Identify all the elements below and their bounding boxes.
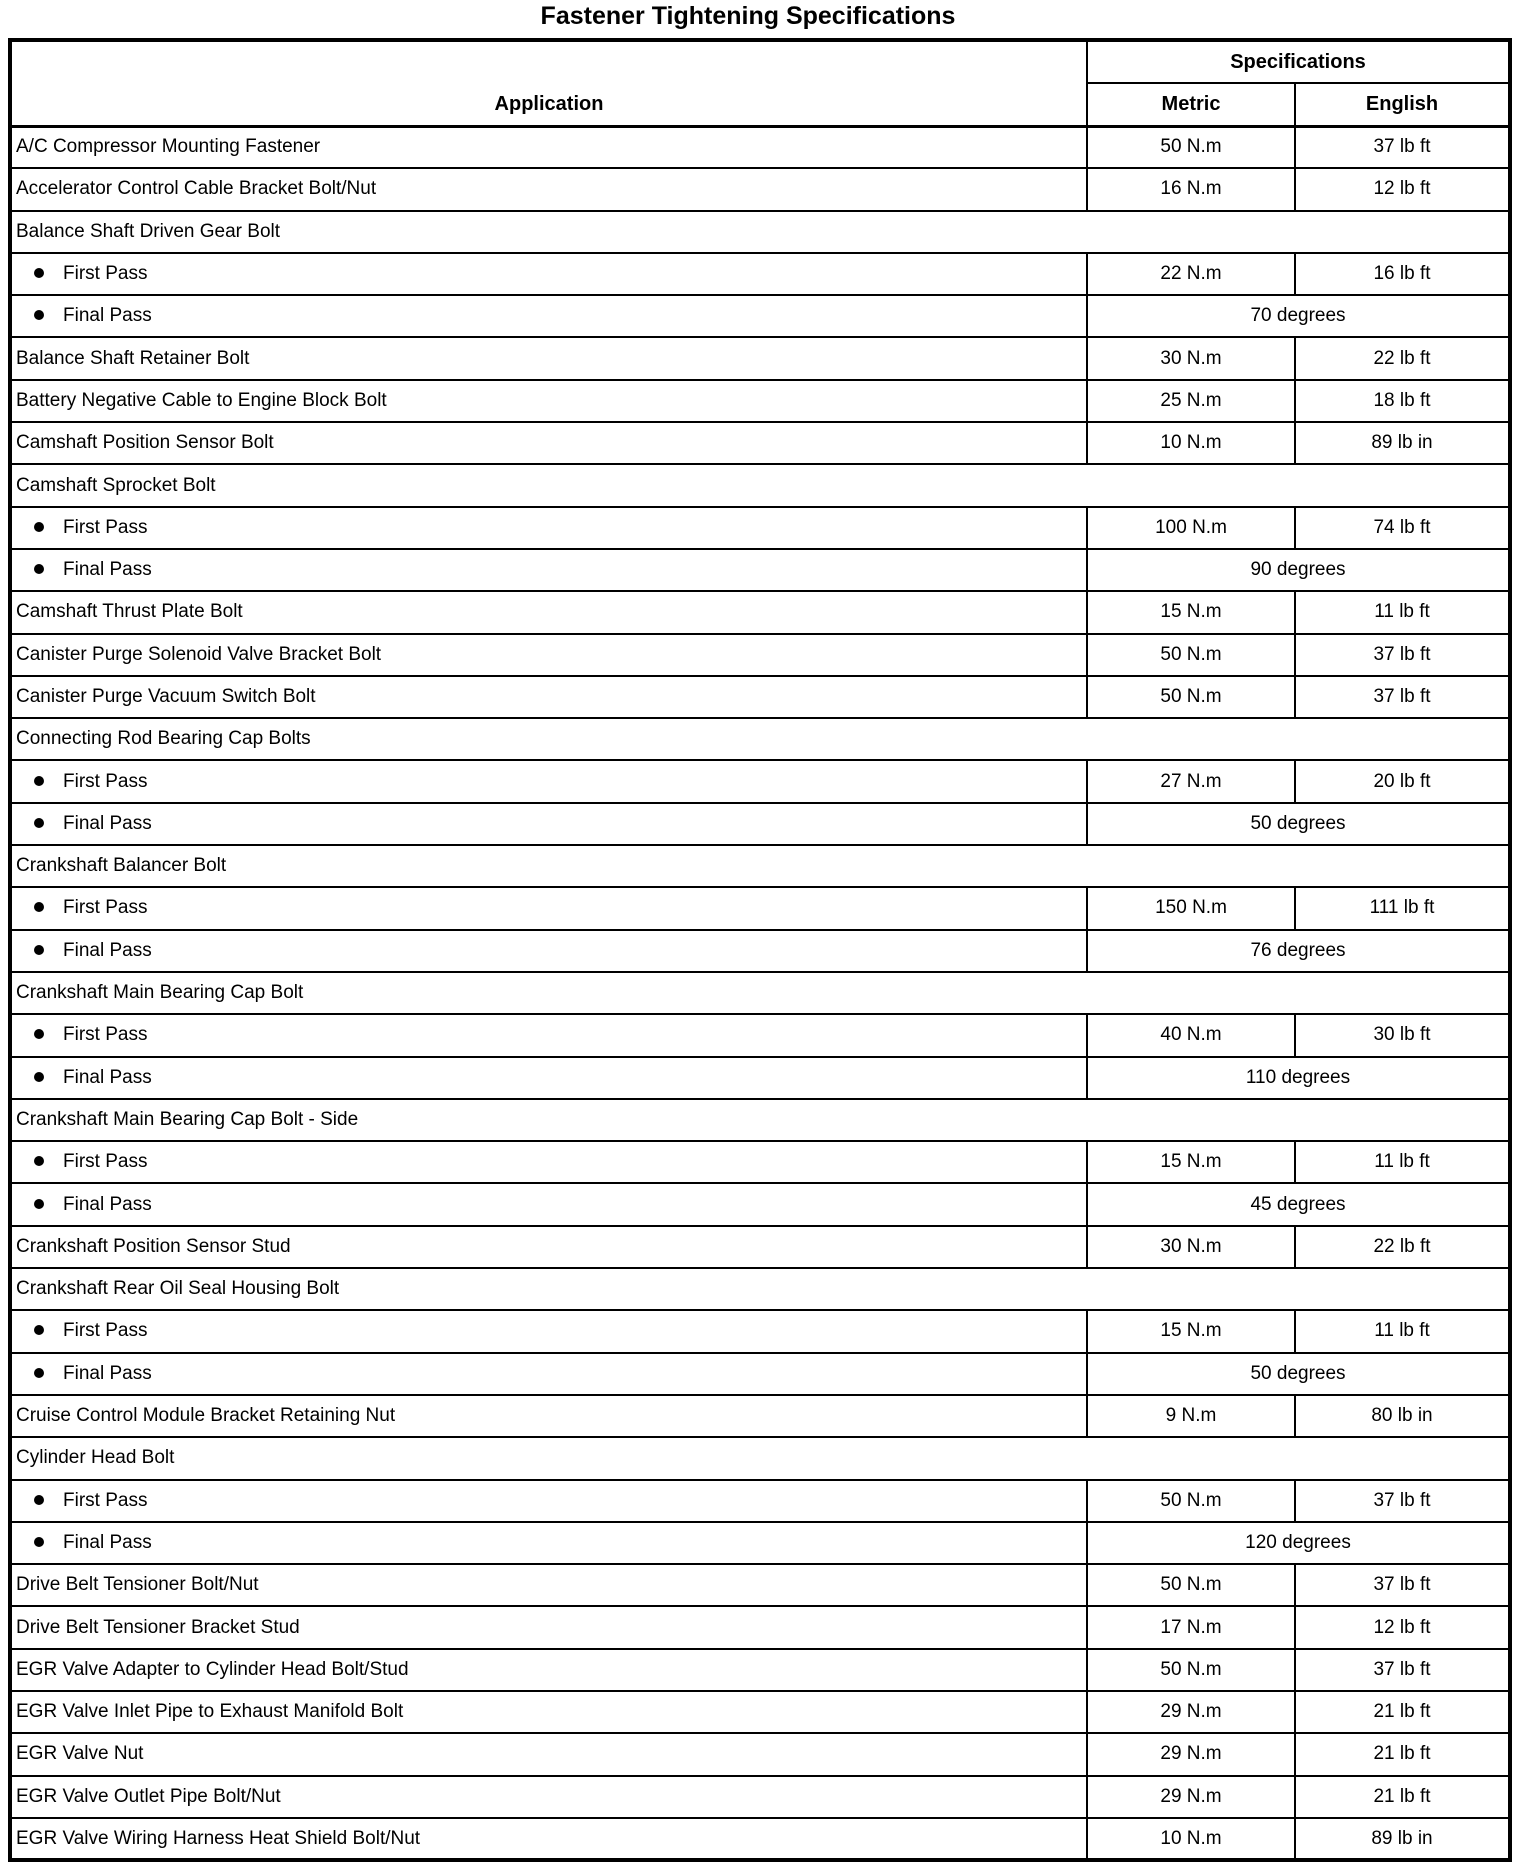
spanned-value-cell: 50 degrees (1087, 803, 1510, 845)
table-row (10, 337, 1510, 379)
english-value-cell: 89 lb in (1295, 1818, 1510, 1860)
bullet-span-row (10, 803, 1510, 845)
bullet-label: First Pass (63, 263, 148, 285)
application-cell (10, 1480, 1087, 1522)
application-cell (10, 1057, 1087, 1099)
section-row (10, 1437, 1510, 1479)
fastener-spec-table (8, 38, 1512, 1862)
english-value-cell: 37 lb ft (1295, 1649, 1510, 1691)
bullet-span-row (10, 1183, 1510, 1225)
bullet-icon (34, 818, 44, 828)
english-value-cell: 37 lb ft (1295, 634, 1510, 676)
bullet-icon (34, 310, 44, 320)
bullet-icon (34, 1325, 44, 1335)
metric-value-cell: 150 N.m (1087, 887, 1295, 929)
bullet-icon (34, 1537, 44, 1547)
application-cell (10, 887, 1087, 929)
english-value-cell: 21 lb ft (1295, 1733, 1510, 1775)
table-row (10, 1564, 1510, 1606)
bullet-icon (34, 945, 44, 955)
english-value-cell: 11 lb ft (1295, 591, 1510, 633)
bullet-label: First Pass (63, 516, 148, 538)
metric-value-cell: 15 N.m (1087, 1310, 1295, 1352)
bullet-span-row (10, 1353, 1510, 1395)
bullet-label: Final Pass (63, 559, 152, 581)
bullet-label: Final Pass (63, 1531, 152, 1553)
application-cell (10, 1353, 1087, 1395)
section-title-cell: Crankshaft Balancer Bolt (10, 845, 1510, 887)
spanned-value-cell: 45 degrees (1087, 1183, 1510, 1225)
application-cell: Drive Belt Tensioner Bolt/Nut (10, 1564, 1087, 1606)
bullet-label: Final Pass (63, 1193, 152, 1215)
section-title-cell: Crankshaft Main Bearing Cap Bolt - Side (10, 1099, 1510, 1141)
application-column-header: Application (10, 40, 1087, 126)
bullet-icon (34, 1156, 44, 1166)
table-row (10, 422, 1510, 464)
bullet-icon (34, 522, 44, 532)
bullet-icon (34, 776, 44, 786)
bullet-row (10, 760, 1510, 802)
table-row (10, 1606, 1510, 1648)
english-value-cell: 22 lb ft (1295, 1226, 1510, 1268)
spec-table-body (10, 126, 1510, 1860)
bullet-span-row (10, 295, 1510, 337)
bullet-label: First Pass (63, 897, 148, 919)
section-row (10, 718, 1510, 760)
metric-value-cell: 9 N.m (1087, 1395, 1295, 1437)
metric-value-cell: 15 N.m (1087, 591, 1295, 633)
application-cell: EGR Valve Outlet Pipe Bolt/Nut (10, 1776, 1087, 1818)
application-cell: Camshaft Thrust Plate Bolt (10, 591, 1087, 633)
application-cell: Canister Purge Vacuum Switch Bolt (10, 676, 1087, 718)
section-title-cell: Camshaft Sprocket Bolt (10, 464, 1510, 506)
english-value-cell: 11 lb ft (1295, 1141, 1510, 1183)
application-cell: Drive Belt Tensioner Bracket Stud (10, 1606, 1087, 1648)
table-row (10, 676, 1510, 718)
application-cell: Camshaft Position Sensor Bolt (10, 422, 1087, 464)
english-value-cell: 12 lb ft (1295, 1606, 1510, 1648)
page-title: Fastener Tightening Specifications (540, 2, 956, 30)
application-cell (10, 930, 1087, 972)
bullet-label: First Pass (63, 770, 148, 792)
bullet-row (10, 1141, 1510, 1183)
section-row (10, 1099, 1510, 1141)
metric-value-cell: 30 N.m (1087, 337, 1295, 379)
section-row (10, 464, 1510, 506)
bullet-icon (34, 902, 44, 912)
bullet-span-row (10, 549, 1510, 591)
bullet-icon (34, 1495, 44, 1505)
bullet-label: Final Pass (63, 1362, 152, 1384)
metric-value-cell: 50 N.m (1087, 1480, 1295, 1522)
table-row (10, 591, 1510, 633)
english-value-cell: 18 lb ft (1295, 380, 1510, 422)
section-title-cell: Crankshaft Rear Oil Seal Housing Bolt (10, 1268, 1510, 1310)
bullet-span-row (10, 1522, 1510, 1564)
metric-value-cell: 50 N.m (1087, 676, 1295, 718)
bullet-icon (34, 1072, 44, 1082)
section-row (10, 972, 1510, 1014)
section-title-cell: Balance Shaft Driven Gear Bolt (10, 211, 1510, 253)
spanned-value-cell: 120 degrees (1087, 1522, 1510, 1564)
english-value-cell: 22 lb ft (1295, 337, 1510, 379)
metric-value-cell: 29 N.m (1087, 1776, 1295, 1818)
metric-value-cell: 30 N.m (1087, 1226, 1295, 1268)
metric-value-cell: 40 N.m (1087, 1014, 1295, 1056)
metric-column-header: Metric (1087, 83, 1295, 126)
metric-value-cell: 27 N.m (1087, 760, 1295, 802)
english-value-cell: 37 lb ft (1295, 1564, 1510, 1606)
spanned-value-cell: 76 degrees (1087, 930, 1510, 972)
metric-value-cell: 17 N.m (1087, 1606, 1295, 1648)
metric-value-cell: 29 N.m (1087, 1691, 1295, 1733)
metric-value-cell: 50 N.m (1087, 126, 1295, 168)
english-value-cell: 89 lb in (1295, 422, 1510, 464)
metric-value-cell: 50 N.m (1087, 1564, 1295, 1606)
english-value-cell: 12 lb ft (1295, 168, 1510, 210)
table-row (10, 1818, 1510, 1860)
bullet-span-row (10, 930, 1510, 972)
bullet-row (10, 1480, 1510, 1522)
section-title-cell: Connecting Rod Bearing Cap Bolts (10, 718, 1510, 760)
application-cell: Cruise Control Module Bracket Retaining Nut (10, 1395, 1087, 1437)
application-cell (10, 1310, 1087, 1352)
application-cell: EGR Valve Nut (10, 1733, 1087, 1775)
section-title-cell: Cylinder Head Bolt (10, 1437, 1510, 1479)
metric-value-cell: 50 N.m (1087, 1649, 1295, 1691)
application-cell: Accelerator Control Cable Bracket Bolt/Nut (10, 168, 1087, 210)
table-row (10, 1776, 1510, 1818)
bullet-icon (34, 564, 44, 574)
english-value-cell: 80 lb in (1295, 1395, 1510, 1437)
table-row (10, 168, 1510, 210)
bullet-label: First Pass (63, 1320, 148, 1342)
metric-value-cell: 16 N.m (1087, 168, 1295, 210)
english-value-cell: 37 lb ft (1295, 676, 1510, 718)
metric-value-cell: 50 N.m (1087, 634, 1295, 676)
bullet-row (10, 1310, 1510, 1352)
bullet-label: First Pass (63, 1489, 148, 1511)
english-value-cell: 111 lb ft (1295, 887, 1510, 929)
english-value-cell: 37 lb ft (1295, 1480, 1510, 1522)
table-row (10, 1733, 1510, 1775)
english-value-cell: 16 lb ft (1295, 253, 1510, 295)
spanned-value-cell: 50 degrees (1087, 1353, 1510, 1395)
application-cell (10, 1014, 1087, 1056)
bullet-row (10, 1014, 1510, 1056)
english-value-cell: 37 lb ft (1295, 126, 1510, 168)
bullet-row (10, 507, 1510, 549)
application-cell: EGR Valve Wiring Harness Heat Shield Bolt/Nut (10, 1818, 1087, 1860)
metric-value-cell: 22 N.m (1087, 253, 1295, 295)
metric-value-cell: 25 N.m (1087, 380, 1295, 422)
section-title-cell: Crankshaft Main Bearing Cap Bolt (10, 972, 1510, 1014)
metric-value-cell: 29 N.m (1087, 1733, 1295, 1775)
application-cell: Battery Negative Cable to Engine Block Bolt (10, 380, 1087, 422)
application-cell: Balance Shaft Retainer Bolt (10, 337, 1087, 379)
bullet-icon (34, 1368, 44, 1378)
bullet-label: First Pass (63, 1151, 148, 1173)
application-cell (10, 507, 1087, 549)
table-row (10, 1649, 1510, 1691)
metric-value-cell: 10 N.m (1087, 1818, 1295, 1860)
bullet-icon (34, 268, 44, 278)
bullet-row (10, 887, 1510, 929)
application-cell (10, 549, 1087, 591)
metric-value-cell: 15 N.m (1087, 1141, 1295, 1183)
table-row (10, 1691, 1510, 1733)
english-value-cell: 11 lb ft (1295, 1310, 1510, 1352)
english-column-header: English (1295, 83, 1510, 126)
application-cell: Crankshaft Position Sensor Stud (10, 1226, 1087, 1268)
english-value-cell: 21 lb ft (1295, 1691, 1510, 1733)
table-row (10, 634, 1510, 676)
application-cell (10, 1522, 1087, 1564)
section-row (10, 211, 1510, 253)
application-cell: Canister Purge Solenoid Valve Bracket Bolt (10, 634, 1087, 676)
application-cell (10, 295, 1087, 337)
section-row (10, 1268, 1510, 1310)
table-row (10, 380, 1510, 422)
english-value-cell: 30 lb ft (1295, 1014, 1510, 1056)
specifications-group-header: Specifications (1087, 40, 1510, 83)
bullet-label: Final Pass (63, 939, 152, 961)
metric-value-cell: 10 N.m (1087, 422, 1295, 464)
bullet-label: Final Pass (63, 305, 152, 327)
application-cell (10, 253, 1087, 295)
english-value-cell: 74 lb ft (1295, 507, 1510, 549)
table-row (10, 1395, 1510, 1437)
bullet-icon (34, 1029, 44, 1039)
english-value-cell: 21 lb ft (1295, 1776, 1510, 1818)
bullet-label: Final Pass (63, 1066, 152, 1088)
spanned-value-cell: 90 degrees (1087, 549, 1510, 591)
spanned-value-cell: 110 degrees (1087, 1057, 1510, 1099)
bullet-label: First Pass (63, 1024, 148, 1046)
section-row (10, 845, 1510, 887)
application-cell (10, 1141, 1087, 1183)
application-cell (10, 803, 1087, 845)
table-row (10, 1226, 1510, 1268)
application-cell (10, 760, 1087, 802)
spanned-value-cell: 70 degrees (1087, 295, 1510, 337)
bullet-icon (34, 1199, 44, 1209)
table-header (10, 40, 1510, 126)
table-row (10, 126, 1510, 168)
bullet-label: Final Pass (63, 812, 152, 834)
bullet-span-row (10, 1057, 1510, 1099)
application-cell: A/C Compressor Mounting Fastener (10, 126, 1087, 168)
application-cell (10, 1183, 1087, 1225)
bullet-row (10, 253, 1510, 295)
english-value-cell: 20 lb ft (1295, 760, 1510, 802)
application-cell: EGR Valve Inlet Pipe to Exhaust Manifold Bolt (10, 1691, 1087, 1733)
header-row-1 (10, 40, 1510, 83)
application-cell: EGR Valve Adapter to Cylinder Head Bolt/Stud (10, 1649, 1087, 1691)
metric-value-cell: 100 N.m (1087, 507, 1295, 549)
